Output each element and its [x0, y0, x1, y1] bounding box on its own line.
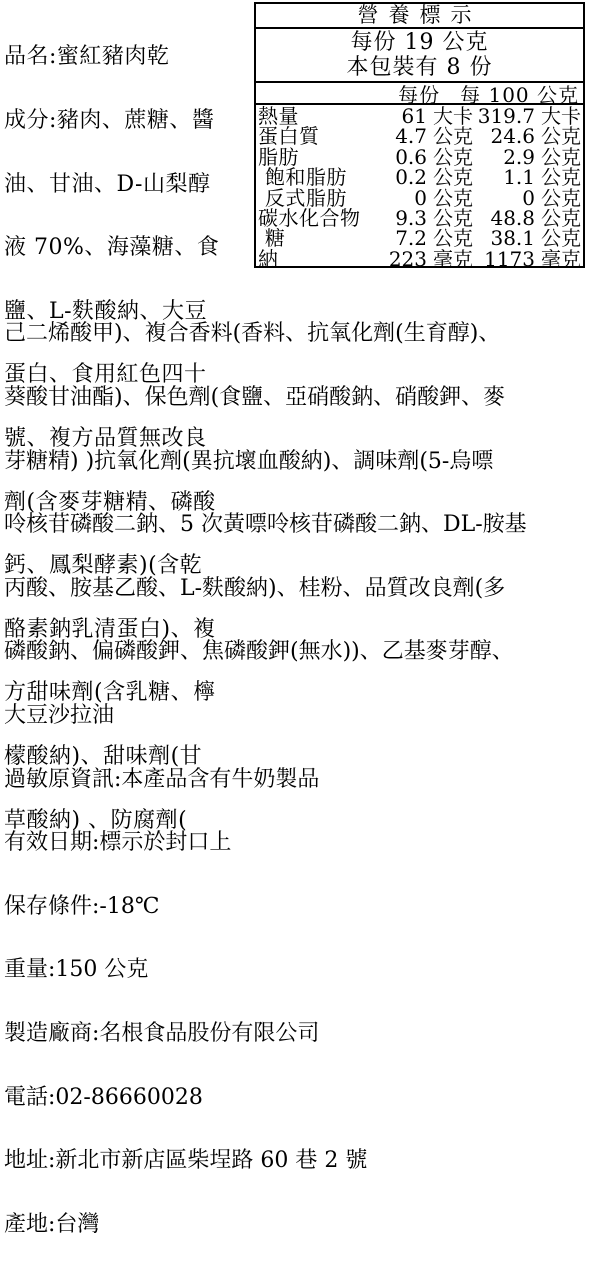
ingredients-cont-line-4: 呤核苷磷酸二鈉、5 次黃嘌呤核苷磷酸二鈉、DL-胺基 — [4, 512, 527, 538]
nutrition-column-headers — [256, 83, 583, 105]
per-100g-unit: 公克 — [541, 226, 581, 251]
ingredients-line-5: 蛋白、食用紅色四十 — [4, 362, 207, 388]
ingredients-cont-line-3: 芽糖精) )抗氧化劑(異抗壞血酸納)、調味劑(5-烏嘌 — [4, 448, 494, 474]
nutrient-label: 碳水化合物 — [258, 205, 361, 230]
column-header-per-100g: 每 100 公克 — [460, 82, 579, 107]
per-serving-unit: 公克 — [433, 185, 473, 210]
ingredients-line-8: 鈣、鳳梨酵素)(含乾 — [4, 553, 203, 579]
info-line-origin: 產地:台灣 — [4, 1211, 100, 1237]
per-100g-value: 48.8 — [490, 205, 535, 230]
product-name-line: 品名:蜜紅豬肉乾 — [4, 44, 170, 70]
per-serving-value: 223 — [388, 246, 427, 271]
nutrient-label: 納 — [258, 246, 279, 271]
per-serving-unit: 公克 — [433, 205, 473, 230]
ingredients-line-1: 成分:豬肉、蔗糖、醬 — [4, 108, 215, 133]
info-line-manufacturer: 製造廠商:名根食品股份有限公司 — [4, 1020, 320, 1046]
ingredients-line-11: 檬酸納)、甜味劑(甘 — [4, 743, 203, 769]
per-100g-value: 38.1 — [490, 226, 535, 251]
per-serving-value: 0.6 — [395, 144, 427, 169]
nutrient-label: 糖 — [258, 226, 286, 251]
per-100g-value: 0 — [522, 185, 535, 210]
per-100g-value: 2.9 — [503, 144, 535, 169]
per-100g-value: 1.1 — [503, 165, 535, 190]
nutrition-row-protein — [256, 124, 583, 149]
per-100g-unit: 公克 — [541, 165, 581, 190]
per-100g-unit: 大卡 — [541, 104, 581, 128]
ingredients-line-10: 方甜味劑(含乳糖、檸 — [4, 680, 216, 706]
column-header-per-serving: 每份 — [398, 82, 441, 107]
ingredients-line-7: 劑(含麥芽糖精、磷酸 — [4, 489, 216, 515]
nutrition-row-fat — [256, 144, 583, 169]
info-line-allergen: 過敏原資訊:本產品含有牛奶製品 — [4, 766, 320, 792]
per-serving-value: 61 — [401, 104, 427, 128]
per-100g-value: 24.6 — [490, 124, 535, 149]
nutrition-row-carbohydrate — [256, 205, 583, 230]
ingredients-cont-line-2: 葵酸甘油酯)、保色劑(食鹽、亞硝酸鈉、硝酸鉀、麥 — [4, 385, 506, 410]
ingredients-line-9: 酪素鈉乳清蛋白)、複 — [4, 616, 216, 642]
ingredients-line-4: 鹽、L-麩酸納、大豆 — [4, 298, 208, 324]
per-serving-unit: 大卡 — [433, 104, 473, 128]
info-line-weight: 重量:150 公克 — [4, 957, 149, 983]
per-serving-unit: 公克 — [433, 124, 473, 149]
product-info-lower-block — [4, 281, 598, 1277]
ingredients-cont-line-5: 丙酸、胺基乙酸、L-麩酸納)、桂粉、品質改良劑(多 — [4, 575, 506, 601]
ingredients-line-3: 液 70%、海藻糖、食 — [4, 235, 220, 261]
ingredients-cont-line-6: 磷酸鈉、偏磷酸鉀、焦磷酸鉀(無水))、乙基麥芽醇、 — [4, 639, 514, 665]
ingredients-line-12: 草酸納) 、防腐劑( — [4, 807, 188, 833]
nutrient-label: 反式脂肪 — [258, 185, 347, 210]
per-serving-value: 4.7 — [395, 124, 427, 149]
info-line-address: 地址:新北市新店區柴埕路 60 巷 2 號 — [4, 1148, 368, 1174]
ingredients-cont-line-7: 大豆沙拉油 — [4, 702, 115, 728]
per-serving-value: 7.2 — [395, 226, 427, 251]
per-serving-unit: 公克 — [433, 226, 473, 251]
per-100g-unit: 公克 — [541, 205, 581, 230]
nutrition-row-sugar — [256, 226, 583, 251]
per-serving-value: 9.3 — [395, 205, 427, 230]
per-100g-unit: 公克 — [541, 185, 581, 210]
per-100g-value: 1173 — [484, 246, 535, 271]
per-100g-unit: 毫克 — [541, 246, 581, 271]
nutrient-label: 熱量 — [258, 104, 299, 128]
nutrition-row-calories — [256, 106, 583, 126]
info-line-expiry-date: 有效日期:標示於封口上 — [4, 830, 232, 856]
nutrition-row-saturated-fat — [256, 165, 583, 190]
serving-info — [256, 29, 583, 83]
ingredients-line-2: 油、甘油、D-山梨醇 — [4, 171, 211, 197]
ingredients-cont-line-1: 己二烯酸甲)、複合香料(香料、抗氧化劑(生育醇)、 — [4, 321, 501, 347]
per-serving-unit: 公克 — [433, 165, 473, 190]
serving-size-line: 每份 19 公克 — [350, 30, 489, 55]
info-line-storage: 保存條件:-18℃ — [4, 893, 160, 919]
per-serving-value: 0 — [414, 185, 427, 210]
per-100g-unit: 公克 — [541, 124, 581, 149]
info-line-phone: 電話:02-86660028 — [4, 1084, 203, 1110]
nutrition-table-title: 營養標示 — [256, 4, 583, 29]
nutrition-row-sodium — [256, 246, 583, 271]
per-serving-value: 0.2 — [395, 165, 427, 190]
per-100g-value: 319.7 — [477, 104, 535, 128]
nutrition-table — [254, 2, 585, 271]
nutrient-label: 脂肪 — [258, 144, 299, 169]
servings-per-package-line: 本包裝有 8 份 — [346, 55, 493, 80]
nutrient-label: 飽和脂肪 — [258, 165, 347, 190]
nutrient-label: 蛋白質 — [258, 124, 320, 149]
ingredients-line-6: 號、複方品質無改良 — [4, 425, 207, 451]
per-serving-unit: 公克 — [433, 144, 473, 169]
per-100g-unit: 公克 — [541, 144, 581, 169]
per-serving-unit: 毫克 — [433, 246, 473, 271]
nutrition-rows — [256, 105, 583, 269]
nutrition-row-trans-fat — [256, 185, 583, 210]
